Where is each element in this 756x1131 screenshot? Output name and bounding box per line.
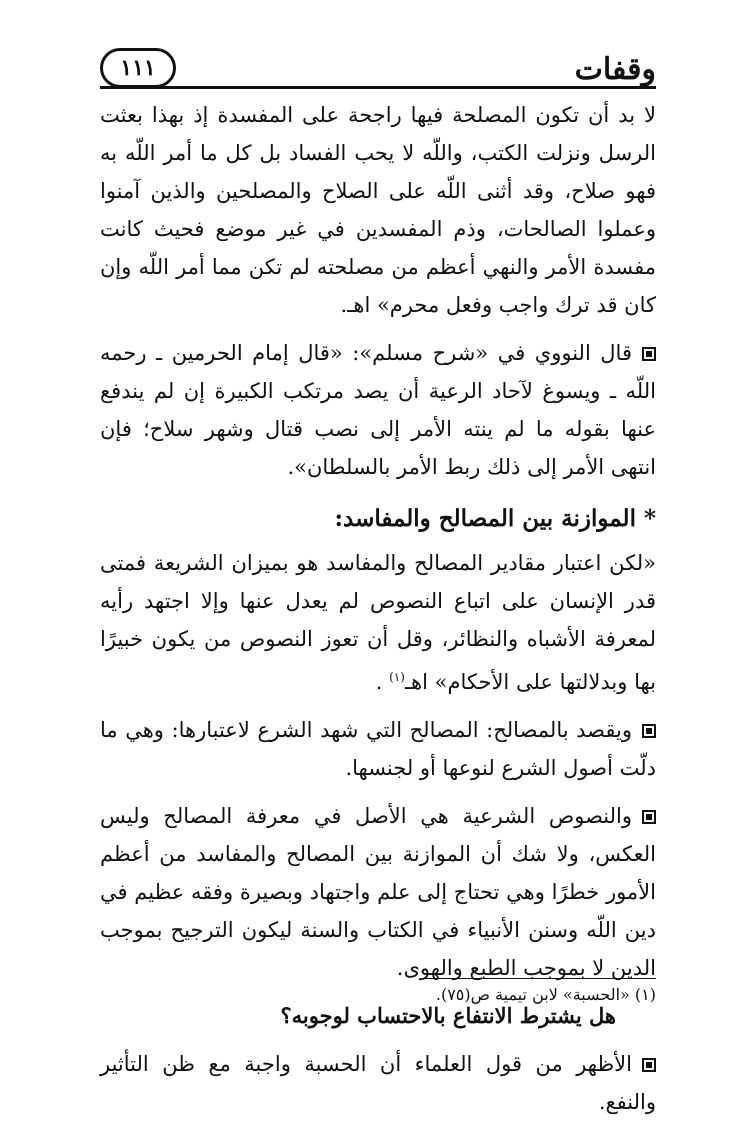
square-bullet-icon (642, 347, 656, 361)
paragraph-6 (100, 1045, 656, 1121)
paragraph-2-text: قال النووي في «شرح مسلم»: «قال إمام الحرمين ـ رحمه اللّه ـ ويسوغ لآحاد الرعية أن يصد مرتكب الكبيرة إن لم يندفع عنها بقوله ما لم ينته الأمر إلى نصب قتال وشهر سلاح؛ فإن انتهى الأمر إلى ذلك ربط الأمر بالسلطان». (100, 341, 656, 479)
question-heading: هل يشترط الانتفاع بالاحتساب لوجوبه؟ (280, 1003, 616, 1028)
paragraph-5 (100, 797, 656, 987)
section-heading-text: الموازنة بين المصالح والمفاسد: (334, 505, 636, 532)
footnote-divider (424, 978, 656, 979)
paragraph-2 (100, 334, 656, 486)
footnote: (١) «الحسبة» لابن تيمية ص(٧٥). (435, 985, 656, 1004)
main-text (100, 96, 656, 1131)
square-bullet-icon (642, 810, 656, 824)
paragraph-4 (100, 711, 656, 787)
paragraph-3-text: «لكن اعتبار مقادير المصالح والمفاسد هو بميزان الشريعة فمتى قدر الإنسان على اتباع النصوص لم يعدل عنها وإلا اجتهد رأيه لمعرفة الأشباه والنظائر، وقل أن تعوز النصوص من يكون خبيرًا بها وبدلالتها على الأحكام» اهـ (100, 551, 656, 694)
page-number: ١١١ (100, 48, 176, 88)
paragraph-1: لا بد أن تكون المصلحة فيها راجحة على المفسدة إذ بهذا بعثت الرسل ونزلت الكتب، واللّه لا يحب الفساد بل كل ما أمر اللّه به فهو صلاح، وقد أثنى اللّه على الصلاح والمصلحين والذين آمنوا وعملوا الصالحات، وذم المفسدين في غير موضع فحيث كانت مفسدة الأمر والنهي أعظم من مصلحته لم تكن مما أمر اللّه وإن كان قد ترك واجب وفعل محرم» اهـ. (100, 103, 656, 317)
square-bullet-icon (642, 1058, 656, 1072)
asterisk-icon: * (643, 505, 656, 532)
section-heading (100, 500, 656, 538)
footnote-reference: (١) (389, 670, 405, 684)
paragraph-5-text: والنصوص الشرعية هي الأصل في معرفة المصالح وليس العكس، ولا شك أن الموازنة بين المصالح والمفاسد من أعظم الأمور خطرًا وهي تحتاج إلى علم واجتهاد وبصيرة وفقه عظيم في دين اللّه وسنن الأنبياء في الكتاب والسنة ليكون الترجيح بموجب الدين لا بموجب الطبع والهوى. (100, 804, 656, 980)
paragraph-3: «لكن اعتبار مقادير المصالح والمفاسد هو بميزان الشريعة فمتى قدر الإنسان على اتباع النصوص لم يعدل عنها وإلا اجتهد رأيه لمعرفة الأشباه والنظائر، وقل أن تعوز النصوص من يكون خبيرًا بها وبدلالتها على الأحكام» اهـ$^{(١)}$ . (100, 551, 656, 694)
paragraph-6-text: الأظهر من قول العلماء أن الحسبة واجبة مع ظن التأثير والنفع. (100, 1052, 656, 1114)
header-divider (100, 86, 656, 89)
paragraph-4-text: ويقصد بالمصالح: المصالح التي شهد الشرع لاعتبارها: وهي ما دلّت أصول الشرع لنوعها أو لجنسها. (100, 718, 656, 780)
running-header-title: وقفات (574, 52, 656, 87)
square-bullet-icon (642, 724, 656, 738)
